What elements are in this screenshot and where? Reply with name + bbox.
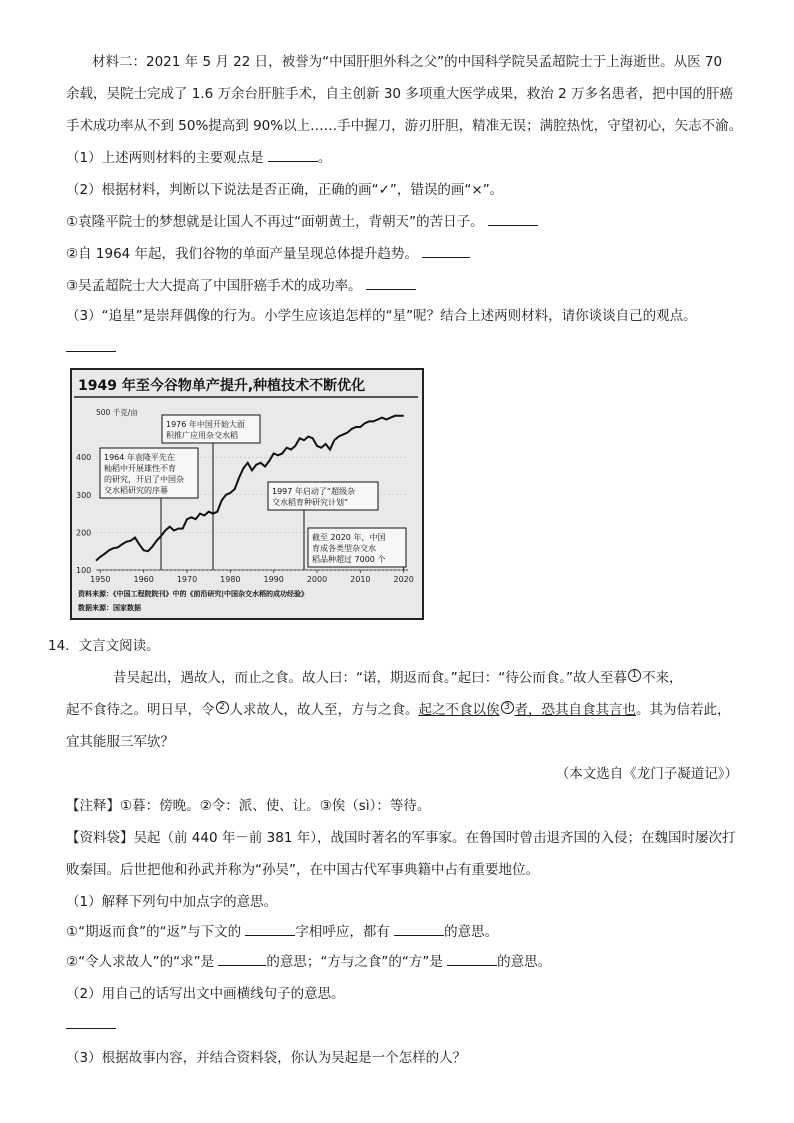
x-tick-label: 2020 (393, 575, 414, 584)
annotation-text: 交水稻研究的序幕 (104, 486, 168, 495)
q14-part1b (66, 952, 551, 972)
q14-title: 14．文言文阅读。 (48, 638, 160, 654)
y-tick-label: 100 (76, 566, 92, 575)
q13-statement2 (66, 244, 470, 264)
x-tick-label: 1960 (133, 575, 154, 584)
annotation-text: 的研究，开启了中国杂 (104, 475, 184, 484)
answer-blank[interactable] (66, 1028, 116, 1029)
answer-blank[interactable] (245, 923, 295, 936)
x-tick-label: 2000 (306, 575, 328, 584)
q14-part1a-text: ①“期返而食”的“返”与下文的 (66, 924, 242, 940)
x-tick-label: 1980 (220, 575, 241, 584)
info-bag-line2: 败秦国。后世把他和孙武并称为“孙吴”，在中国古代军事典籍中占有重要地位。 (66, 862, 539, 878)
x-tick-label: 1970 (176, 575, 198, 584)
y-tick-label: 200 (76, 528, 92, 538)
chart-svg (72, 370, 422, 618)
y-tick-label: 300 (76, 490, 92, 500)
y-axis-label: 500 千克/亩 (96, 408, 138, 417)
underlined-text: 起之不食以俟 (418, 702, 500, 718)
chart-source: 资料来源：《中国工程院院刊》中的《前沿研究|中国杂交水稻的成功经验》 (78, 590, 309, 598)
x-tick-label: 1950 (90, 575, 111, 584)
answer-blank[interactable] (66, 351, 116, 352)
material2-line1: 材料二：2021 年 5 月 22 日，被誉为“中国肝胆外科之父”的中国科学院吴孟超院士于上海逝世。从医 70 (92, 54, 723, 70)
chart-data-source: 数据来源：国家数据 (78, 604, 141, 612)
annotation-text: 育成各类型杂交水 (312, 544, 376, 553)
info-bag-line1: 【资料袋】吴起（前 440 年－前 381 年），战国时著名的军事家。在鲁国时曾击退齐国的入侵；在魏国时屡次打 (66, 830, 736, 846)
passage-line3: 宜其能服三军欤？ (66, 734, 174, 750)
passage-line2 (66, 700, 731, 720)
q13-statement3 (66, 276, 416, 296)
q14-part1a (66, 922, 498, 942)
q14-part3: （3）根据故事内容，并结合资料袋，你认为吴起是一个怎样的人？ (66, 1050, 467, 1066)
answer-blank[interactable] (447, 953, 497, 966)
q14-part1a-text: 字相呼应，都有 (295, 924, 390, 940)
annotation-text: 1976 年中国开始大面 (166, 420, 245, 429)
passage-text: 起不食待之。明日早，令 (66, 702, 215, 718)
x-tick-label: 1990 (263, 575, 284, 584)
grain-yield-chart (70, 368, 424, 620)
statement3-text: ③吴孟超院士大大提高了中国肝癌手术的成功率。 (66, 278, 362, 294)
passage-text: 人求故人，故人至，方与之食。 (229, 702, 419, 718)
answer-blank[interactable] (268, 149, 318, 162)
passage-source: （本文选自《龙门子凝道记》） (555, 766, 738, 782)
answer-blank[interactable] (366, 277, 416, 290)
annotation-text: 积推广应用杂交水稻 (166, 431, 238, 440)
note-marker-3: 3 (501, 701, 514, 714)
passage-text: 。其为信若此， (636, 702, 731, 718)
q13-part2: （2）根据材料，判断以下说法是否正确，正确的画“✓”，错误的画“×”。 (66, 182, 504, 198)
q14-part1b-text: ②“令人求故人”的“求”是 (66, 954, 215, 970)
q13-part1 (66, 148, 331, 168)
answer-blank[interactable] (488, 213, 538, 226)
q14-part1a-text: 的意思。 (444, 924, 499, 940)
annotation-text: 籼稻中开展雄性不育 (104, 464, 176, 473)
material2-line2: 余载，吴院士完成了 1.6 万余台肝脏手术，自主创新 30 多项重大医学成果，救治 2 万多名患者，把中国的肝癌 (66, 86, 733, 102)
passage-text: 昔吴起出，遇故人，而止之食。故人曰：“诺，期返而食。”起曰：“待公而食。”故人至暮 (113, 670, 627, 686)
q13-part1-text: （1）上述两则材料的主要观点是 (66, 150, 264, 166)
passage-text: 不来， (641, 670, 683, 686)
statement1-text: ①袁隆平院士的梦想就是让国人不再过“面朝黄土，背朝天”的苦日子。 (66, 214, 484, 230)
note-marker-1: 1 (628, 669, 641, 682)
annotation-text: 1997 年启动了“超级杂 (272, 487, 356, 496)
annotation-text: 1964 年袁隆平先在 (104, 453, 175, 462)
note-marker-2: 2 (216, 701, 229, 714)
x-tick-label: 2010 (350, 575, 371, 584)
material2-line3: 手术成功率从不到 50%提高到 90%以上……手中握刀，游刃肝胆，精准无误；满腔热忱，守望初心，矢志不渝。 (66, 118, 743, 134)
q13-part1-end: 。 (317, 150, 332, 166)
q14-part1b-text: 的意思。 (497, 954, 552, 970)
q13-part3: （3）“追星”是崇拜偶像的行为。小学生应该追怎样的“星”呢？结合上述两则材料，请你谈谈自己的观点。 (66, 308, 697, 324)
annotation-text: 稻品种超过 7000 个 (312, 555, 386, 564)
notes: 【注释】①暮：傍晚。②令：派、使、让。③俟（sì）：等待。 (66, 798, 431, 814)
annotation-text: 截至 2020 年，中国 (312, 533, 386, 542)
statement2-text: ②自 1964 年起，我们谷物的单面产量呈现总体提升趋势。 (66, 246, 419, 262)
answer-blank[interactable] (394, 923, 444, 936)
q13-statement1 (66, 212, 538, 232)
chart-annotations (100, 415, 406, 567)
underlined-sentence (419, 702, 637, 718)
answer-blank[interactable] (422, 245, 470, 258)
passage-line1 (113, 668, 682, 688)
q14-part2: （2）用自己的话写出文中画横线句子的意思。 (66, 986, 345, 1002)
y-tick-label: 400 (76, 453, 92, 463)
q14-part1: （1）解释下列句中加点字的意思。 (66, 894, 278, 910)
chart-title: 1949 年至今谷物单产提升,种植技术不断优化 (78, 378, 366, 394)
underlined-text: 者，恐其自食其言也 (514, 702, 636, 718)
annotation-text: 交水稻育种研究计划” (272, 498, 349, 507)
q14-part1b-text: 的意思；“方与之食”的“方”是 (266, 954, 443, 970)
answer-blank[interactable] (218, 953, 266, 966)
